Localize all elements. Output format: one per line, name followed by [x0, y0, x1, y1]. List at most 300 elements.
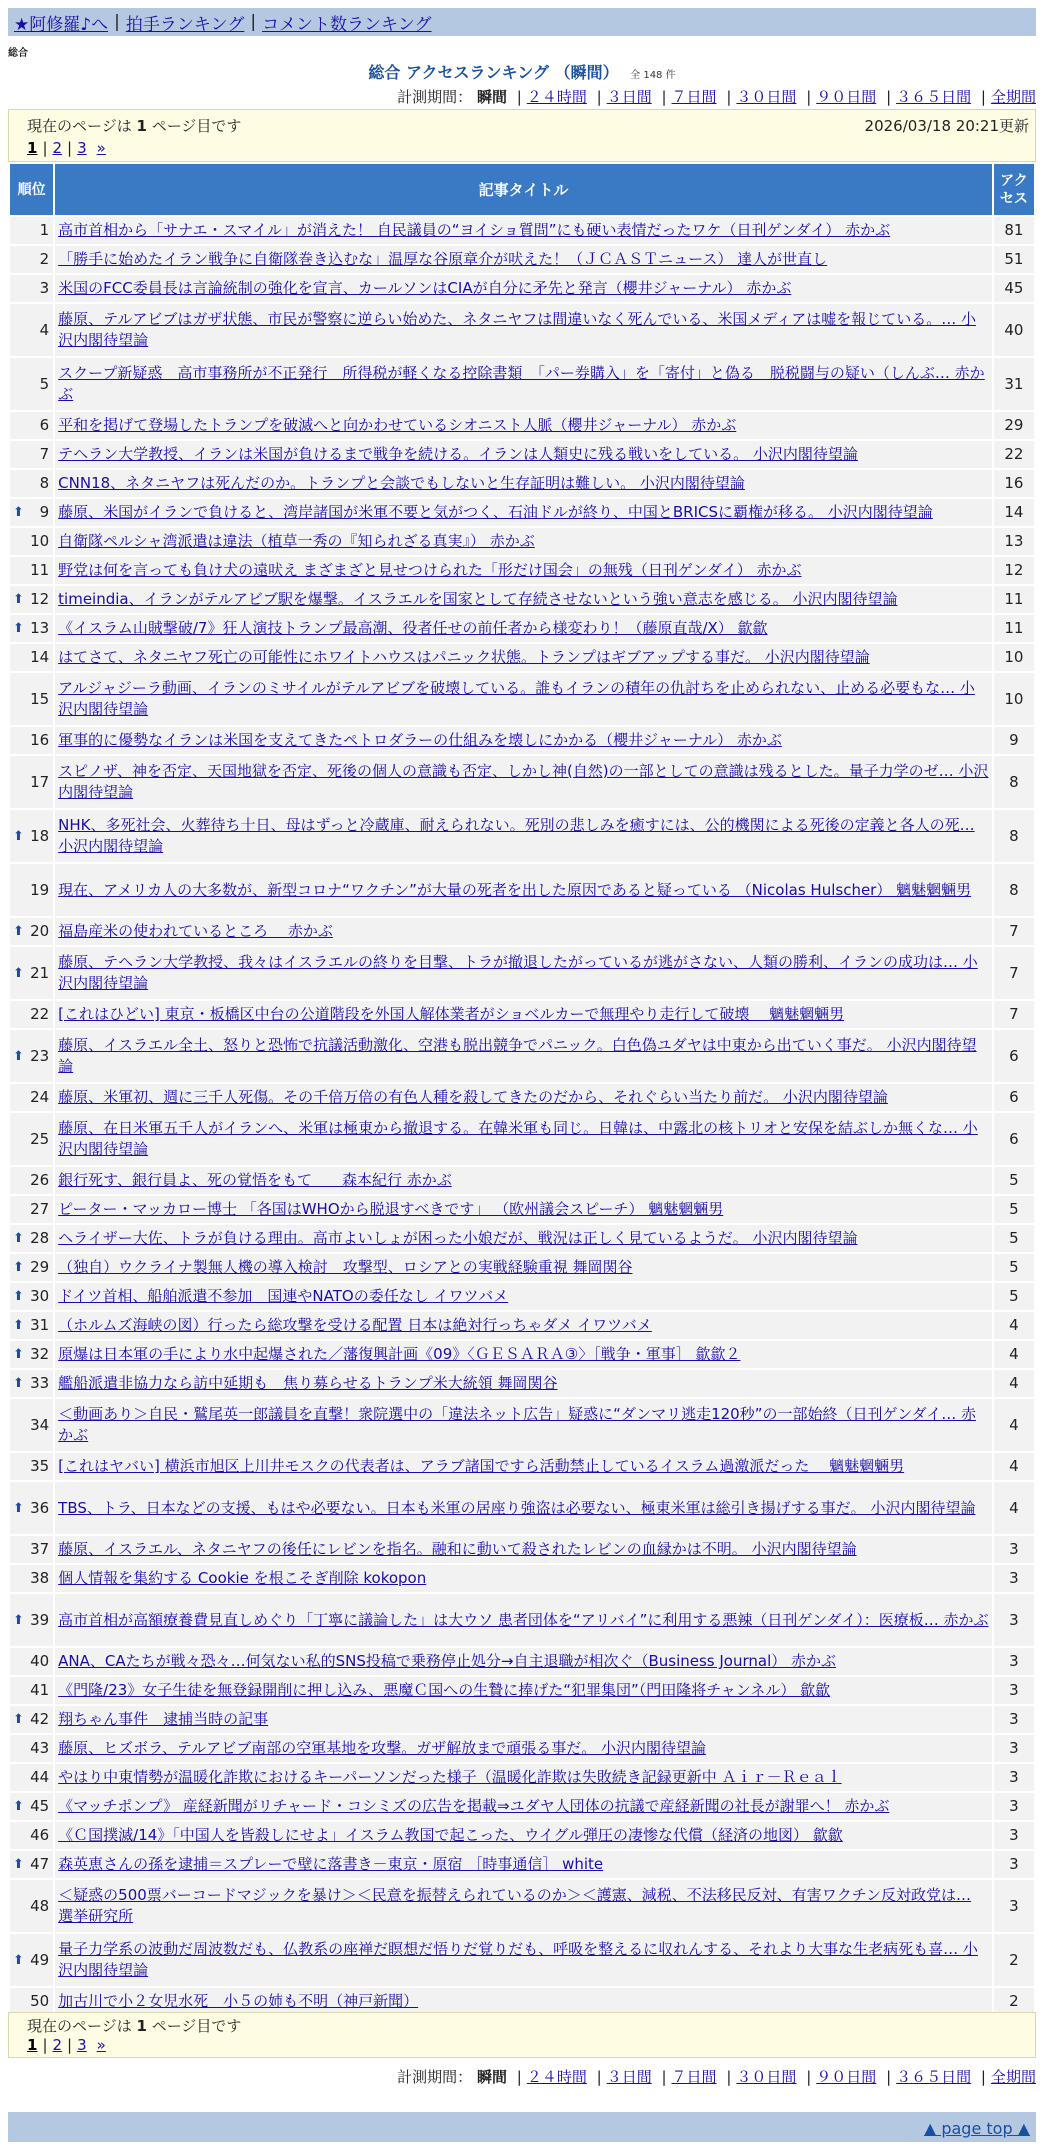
article-title-link[interactable]: [これはヤバい] 横浜市旭区上川井モスクの代表者は、アラブ諸国ですら活動禁止しているイスラム過激派だった 魑魅魍魎男 [58, 1457, 905, 1475]
nav-link-comment-ranking[interactable]: コメント数ランキング [262, 14, 432, 35]
page-3-link[interactable]: 3 [77, 2036, 87, 2054]
article-title-link[interactable]: 野党は何を言っても負け犬の遠吠え まざまざと見せつけられた「形だけ国会」の無残（日刊ゲンダイ） 赤かぶ [58, 561, 802, 579]
access-count: 3 [994, 1536, 1034, 1563]
table-row [10, 1167, 1034, 1194]
article-title-link[interactable]: 藤原、米国がイランで負けると、湾岸諸国が米軍不要と気がつく、石油ドルが終り、中国とBRICSに覇権が移る。 小沢内閣待望論 [58, 503, 933, 521]
title-cell [55, 644, 992, 671]
table-row [10, 1196, 1034, 1223]
article-title-link[interactable]: TBS、トラ、日本などの支援、もはや必要ない。日本も米軍の居座り強盗は必要ない、極東米軍は総引き揚げする事だ。 小沢内閣待望論 [58, 1498, 976, 1517]
header-rank: 順位 [10, 164, 53, 215]
rank-cell [10, 1880, 53, 1932]
access-count: 4 [994, 1453, 1034, 1480]
table-row [10, 358, 1034, 410]
title-cell [55, 615, 992, 642]
access-count: 2 [994, 1988, 1034, 2015]
rank-number: 24 [30, 1088, 50, 1106]
rank-cell [10, 1399, 53, 1451]
rank-cell [10, 1341, 53, 1368]
rank-number: 49 [30, 1950, 50, 1969]
article-title-link[interactable]: 高市首相から「サナエ・スマイル」が消えた！ 自民議員の“ヨイショ質問”にも硬い表情だったワケ（日刊ゲンダイ） 赤かぶ [58, 221, 891, 239]
article-title-link[interactable]: 自衛隊ペルシャ湾派遣は違法（植草一秀の『知られざる真実』） 赤かぶ [58, 532, 535, 550]
access-count: 45 [994, 275, 1034, 302]
article-title-link[interactable]: スクープ新疑惑 高市事務所が不正発行 所得税が軽くなる控除書類 「パー券購入」を「寄付」と偽る 脱税闘与の疑い（しんぶ… 赤かぶ [58, 364, 985, 403]
article-title-link[interactable]: 《門隆/23》女子生徒を無登録開削に押し込み、悪魔Ｃ国への生贄に捧げた“犯罪集団”（門田隆将チャンネル） 歙歙 [58, 1681, 831, 1699]
table-row [10, 1283, 1034, 1310]
title-cell [55, 246, 992, 273]
article-title-link[interactable]: ＜動画あり＞自民・鷲尾英一郎議員を直撃！衆院選中の「違法ネット広告」疑惑に“ダンマリ逃走120秒”の一部始終（日刊ゲンダイ… 赤かぶ [58, 1405, 977, 1444]
article-title-link[interactable]: 「勝手に始めたイラン戦争に自衛隊巻き込むな」温厚な谷原章介が吠えた！（ＪＣＡＳＴニュース） 達人が世直し [58, 250, 828, 268]
table-row [10, 217, 1034, 244]
rank-number: 18 [30, 826, 50, 845]
period-3d[interactable]: ３日間 [606, 2068, 652, 2086]
rank-number: 26 [30, 1171, 50, 1189]
rank-up-arrow-icon: ⬆ [13, 1376, 24, 1391]
article-title-link[interactable]: 銀行死す、銀行員よ、死の覚悟をもて 森本紀行 赤かぶ [58, 1171, 452, 1189]
title-cell [55, 1113, 992, 1165]
access-count: 3 [994, 1594, 1034, 1646]
rank-number: 7 [39, 445, 50, 463]
period-365d[interactable]: ３６５日間 [896, 2068, 972, 2086]
rank-up-arrow-icon: ⬆ [13, 1048, 24, 1064]
table-row [10, 499, 1034, 526]
rank-up-arrow-icon: ⬆ [13, 592, 24, 607]
rank-number: 43 [30, 1739, 50, 1757]
title-cell [55, 810, 992, 862]
page-1-link[interactable]: 1 [27, 139, 38, 157]
title-cell [55, 1341, 992, 1368]
rank-cell [10, 275, 53, 302]
rank-number: 28 [30, 1229, 50, 1247]
header-access: アクセス [994, 164, 1034, 215]
title-cell [55, 1822, 992, 1849]
table-row [10, 1594, 1034, 1646]
article-title-link[interactable]: 原爆は日本軍の手により水中起爆された／藩復興計画《09》〈ＧＥＳＡＲＡ③〉［戦争・軍事］ 歙歙２ [58, 1345, 741, 1363]
rank-number: 42 [30, 1710, 50, 1728]
rank-cell [10, 304, 53, 356]
period-90d[interactable]: ９０日間 [816, 88, 877, 106]
access-count: 5 [994, 1254, 1034, 1281]
table-row [10, 1312, 1034, 1339]
nav-link-clap-ranking[interactable]: 拍手ランキング [125, 14, 245, 35]
page-top-link[interactable]: ▲ page top ▲ [923, 2119, 1030, 2138]
article-title-link[interactable]: 藤原、イスラエル全土、怒りと恐怖で抗議活動激化、空港も脱出競争でパニック。白色偽ユダヤは中東から出ていく事だ。 小沢内閣待望論 [58, 1036, 977, 1075]
rank-number: 22 [30, 1005, 50, 1023]
rank-cell [10, 727, 53, 754]
article-title-link[interactable]: timeindia、イランがテルアビブ駅を爆撃。イスラエルを国家として存続させないという強い意志を感じる。 小沢内閣待望論 [58, 590, 898, 608]
section-label: 総合 [8, 48, 28, 59]
title-cell [55, 1988, 992, 2015]
rank-cell [10, 918, 53, 945]
table-row [10, 1880, 1034, 1932]
period-30d[interactable]: ３０日間 [736, 88, 797, 106]
rank-cell [10, 1706, 53, 1733]
rank-up-arrow-icon: ⬆ [13, 965, 24, 981]
article-title-link[interactable]: 藤原、ヒズボラ、テルアビブ南部の空軍基地を攻撃。ガザ解放まで頑張る事だ。 小沢内閣待望論 [58, 1739, 706, 1757]
rank-cell [10, 864, 53, 916]
article-title-link[interactable]: やはり中東情勢が温暖化詐欺におけるキーパーソンだった様子（温暖化詐欺は失敗続き記録更新中 Ａｉｒ－Ｒｅａｌ [58, 1768, 842, 1786]
title-cell [55, 412, 992, 439]
access-count: 7 [994, 1001, 1034, 1028]
rank-number: 10 [30, 532, 50, 550]
rank-cell [10, 499, 53, 526]
rank-cell [10, 586, 53, 613]
table-row [10, 1764, 1034, 1791]
rank-cell [10, 1677, 53, 1704]
table-row [10, 1988, 1034, 2015]
article-title-link[interactable]: 藤原、米軍初、週に三千人死傷。その千倍万倍の有色人種を殺してきたのだから、それぐらい当たり前だ。 小沢内閣待望論 [58, 1088, 888, 1106]
rank-number: 45 [30, 1797, 50, 1815]
rank-cell [10, 644, 53, 671]
rank-number: 29 [30, 1258, 50, 1276]
article-title-link[interactable]: ピーター・マッカロー博士 「各国はWHOから脱退すべきです」 （欧州議会スピーチ） 魑魅魍魎男 [58, 1200, 724, 1218]
table-row [10, 441, 1034, 468]
rank-number: 9 [39, 503, 50, 521]
rank-number: 48 [30, 1896, 50, 1915]
access-count: 3 [994, 1735, 1034, 1762]
access-count: 4 [994, 1399, 1034, 1451]
period-3d[interactable]: ３日間 [606, 88, 652, 106]
title-cell [55, 1536, 992, 1563]
table-row [10, 1482, 1034, 1534]
rank-number: 21 [30, 963, 50, 982]
article-title-link[interactable]: （ホルムズ海峡の図）行ったら総攻撃を受ける配置 日本は絶対行っちゃダメ イワツバメ [58, 1316, 652, 1334]
article-title-link[interactable]: 個人情報を集約する Cookie を根こそぎ削除 kokopon [58, 1569, 427, 1587]
rank-up-arrow-icon: ⬆ [13, 505, 24, 520]
table-row [10, 1934, 1034, 1986]
article-title-link[interactable]: 《Ｃ国撲滅/14》「中国人を皆殺しにせよ」イスラム教国で起こった、ウイグル弾圧の凄惨な代償（経済の地図） 歙歙 [58, 1826, 843, 1844]
table-row [10, 1030, 1034, 1082]
rank-cell [10, 1482, 53, 1534]
title-cell [55, 217, 992, 244]
rank-cell [10, 1735, 53, 1762]
article-title-link[interactable]: 軍事的に優勢なイランは米国を支えてきたペトロダラーの仕組みを壊しにかかる（櫻井ジャーナル） 赤かぶ [58, 731, 782, 749]
article-title-link[interactable]: 藤原、テヘラン大学教授、我々はイスラエルの終りを目撃、トラが撤退したがっているが逃がさない、人類の勝利、イランの成功は… 小沢内閣待望論 [58, 953, 978, 992]
rank-cell [10, 615, 53, 642]
table-row [10, 470, 1034, 497]
period-90d[interactable]: ９０日間 [816, 2068, 877, 2086]
access-count: 3 [994, 1851, 1034, 1878]
rank-number: 11 [30, 561, 50, 579]
rank-number: 40 [30, 1652, 50, 1670]
rank-up-arrow-icon: ⬆ [13, 828, 24, 844]
access-count: 3 [994, 1764, 1034, 1791]
table-row [10, 918, 1034, 945]
rank-number: 13 [30, 619, 50, 637]
title-cell [55, 1084, 992, 1111]
access-count: 3 [994, 1822, 1034, 1849]
period-7d[interactable]: ７日間 [671, 88, 717, 106]
period-all[interactable]: 全期間 [990, 88, 1036, 106]
title-cell [55, 1453, 992, 1480]
access-count: 6 [994, 1113, 1034, 1165]
table-row [10, 1370, 1034, 1397]
title-cell [55, 1283, 992, 1310]
period-365d[interactable]: ３６５日間 [896, 88, 972, 106]
rank-cell [10, 1370, 53, 1397]
article-title-link[interactable]: 量子力学系の波動だ周波数だも、仏教系の座禅だ瞑想だ悟りだ覚りだも、呼吸を整えるに収れんする、それより大事な生老病死も喜… 小沢内閣待望論 [58, 1940, 978, 1979]
article-title-link[interactable]: 森英恵さんの孫を逮捕＝スプレーで壁に落書き－東京・原宿 ［時事通信］ white [58, 1855, 604, 1873]
article-title-link[interactable]: 艦船派遣非協力なら訪中延期も 焦り募らせるトランプ米大統領 舞岡関谷 [58, 1374, 558, 1392]
rank-up-arrow-icon: ⬆ [13, 1612, 24, 1628]
table-row [10, 557, 1034, 584]
table-row [10, 727, 1034, 754]
rank-cell [10, 1565, 53, 1592]
access-count: 11 [994, 615, 1034, 642]
table-row [10, 246, 1034, 273]
title-cell [55, 1225, 992, 1252]
title-cell [55, 947, 992, 999]
pager-top: 1 | 2 | 3 » [27, 139, 106, 157]
access-count: 13 [994, 528, 1034, 555]
rank-up-arrow-icon: ⬆ [13, 1952, 24, 1968]
table-row [10, 275, 1034, 302]
access-count: 6 [994, 1084, 1034, 1111]
rank-cell [10, 1001, 53, 1028]
title-cell [55, 1735, 992, 1762]
title-cell [55, 1594, 992, 1646]
rank-cell [10, 756, 53, 808]
access-count: 7 [994, 918, 1034, 945]
table-row [10, 1706, 1034, 1733]
rank-number: 17 [30, 772, 50, 791]
table-row [10, 864, 1034, 916]
access-count: 4 [994, 1341, 1034, 1368]
nav-link-ashura[interactable]: ★阿修羅♪へ [14, 14, 109, 35]
title-cell [55, 1001, 992, 1028]
access-count: 16 [994, 470, 1034, 497]
table-row [10, 528, 1034, 555]
access-count: 3 [994, 1565, 1034, 1592]
period-all[interactable]: 全期間 [990, 2068, 1036, 2086]
table-row [10, 756, 1034, 808]
header-title: 記事タイトル [55, 164, 992, 215]
access-count: 22 [994, 441, 1034, 468]
rank-up-arrow-icon: ⬆ [13, 1289, 24, 1304]
rank-up-arrow-icon: ⬆ [13, 1318, 24, 1333]
article-title-link[interactable]: 《マッチポンプ》 産経新聞がリチャード・コシミズの広告を掲載⇒ユダヤ人団体の抗議で産経新聞の社長が謝罪へ！ 赤かぶ [58, 1797, 890, 1815]
title-cell [55, 586, 992, 613]
article-title-link[interactable]: 高市首相が高額療養費見直しめぐり「丁寧に議論した」は大ウソ 患者団体を“アリバイ”に利用する悪辣（日刊ゲンダイ）：医療板… 赤かぶ [58, 1610, 989, 1629]
rank-number: 50 [30, 1992, 50, 2010]
page-3-link[interactable]: 3 [77, 139, 87, 157]
article-title-link[interactable]: 藤原、在日米軍五千人がイランへ、米軍は極東から撤退する。在韓米軍も同じ。日韓は、中露北の核トリオと安保を結ぶしか無くな… 小沢内閣待望論 [58, 1119, 978, 1158]
title-cell [55, 499, 992, 526]
access-count: 40 [994, 304, 1034, 356]
rank-number: 1 [39, 221, 50, 239]
rank-cell [10, 1536, 53, 1563]
access-count: 3 [994, 1677, 1034, 1704]
title-cell [55, 1565, 992, 1592]
rank-number: 20 [30, 922, 50, 940]
next-page-link[interactable]: » [96, 139, 106, 157]
article-title-link[interactable]: 《イスラム山賊撃破/7》狂人演技トランプ最高潮、役者任せの前任者から様変わり！（藤原直哉/Ⅹ） 歙歙 [58, 619, 768, 637]
rank-up-arrow-icon: ⬆ [13, 1799, 24, 1814]
table-row [10, 1001, 1034, 1028]
table-row [10, 1735, 1034, 1762]
page-1-link[interactable]: 1 [27, 2036, 38, 2054]
period-selector-bottom: 計測期間： 瞬間 | ２４時間 | ３日間 | ７日間 | ３０日間 | ９０日間 | ３６５日間 | 全期間 [397, 2068, 1036, 2086]
article-title-link[interactable]: はてさて、ネタニヤフ死亡の可能性にホワイトハウスはパニック状態。トランプはギブアップする事だ。 小沢内閣待望論 [58, 648, 870, 666]
access-count: 9 [994, 727, 1034, 754]
rank-cell [10, 1312, 53, 1339]
article-title-link[interactable]: アルジャジーラ動画、イランのミサイルがテルアビブを破壊している。誰もイランの積年の仇討ちを止められない、止める必要もな… 小沢内閣待望論 [58, 679, 975, 718]
article-title-link[interactable]: ドイツ首相、船舶派遣不参加 国連やNATOの委任なし イワツバメ [58, 1287, 509, 1305]
rank-up-arrow-icon: ⬆ [13, 621, 24, 636]
rank-cell [10, 1594, 53, 1646]
rank-number: 5 [39, 374, 50, 393]
access-count: 5 [994, 1196, 1034, 1223]
rank-cell [10, 947, 53, 999]
page-2-link[interactable]: 2 [52, 139, 63, 157]
rank-up-arrow-icon: ⬆ [13, 1857, 24, 1872]
article-title-link[interactable]: 加古川で小２女児水死 小５の姉も不明（神戸新聞） [58, 1992, 419, 2010]
rank-cell [10, 1254, 53, 1281]
article-title-link[interactable]: ヘライザー大佐、トラが負ける理由。高市よいしょが困った小娘だが、戦況は正しく見ているようだ。 小沢内閣待望論 [58, 1229, 858, 1247]
rank-number: 2 [39, 250, 50, 268]
page-title [0, 60, 1044, 83]
rank-cell [10, 412, 53, 439]
title-cell [55, 1196, 992, 1223]
access-count: 3 [994, 1706, 1034, 1733]
page-2-link[interactable]: 2 [52, 2036, 63, 2054]
rank-cell [10, 1822, 53, 1849]
rank-cell [10, 246, 53, 273]
access-count: 10 [994, 673, 1034, 725]
access-count: 6 [994, 1030, 1034, 1082]
article-title-link[interactable]: 平和を掲げて登場したトランプを破滅へと向かわせているシオニスト人脈（櫻井ジャーナル） 赤かぶ [58, 416, 737, 434]
rank-number: 15 [30, 689, 50, 708]
title-cell [55, 1167, 992, 1194]
rank-up-arrow-icon: ⬆ [13, 1500, 24, 1516]
bottom-bar [8, 2112, 1036, 2142]
total-count: 全 148 件 [630, 70, 676, 81]
article-title-link[interactable]: 福島産米の使われているところ 赤かぶ [58, 922, 333, 940]
rank-cell [10, 1988, 53, 2015]
rank-number: 44 [30, 1768, 50, 1786]
title-cell [55, 1677, 992, 1704]
rank-number: 8 [39, 474, 50, 492]
access-count: 29 [994, 412, 1034, 439]
page-title-text: 総合 アクセスランキング （瞬間） [368, 63, 619, 82]
rank-cell [10, 1225, 53, 1252]
table-row [10, 1822, 1034, 1849]
rank-number: 3 [39, 279, 50, 297]
access-count: 3 [994, 1648, 1034, 1675]
rank-number: 6 [39, 416, 50, 434]
period-24h[interactable]: ２４時間 [526, 2068, 587, 2086]
title-cell [55, 756, 992, 808]
title-cell [55, 673, 992, 725]
rank-cell [10, 673, 53, 725]
access-count: 81 [994, 217, 1034, 244]
table-row [10, 1225, 1034, 1252]
rank-up-arrow-icon: ⬆ [13, 1260, 24, 1275]
rank-number: 25 [30, 1129, 50, 1148]
access-count: 5 [994, 1167, 1034, 1194]
rank-cell [10, 1196, 53, 1223]
period-7d[interactable]: ７日間 [671, 2068, 717, 2086]
article-title-link[interactable]: 藤原、イスラエル、ネタニヤフの後任にレビンを指名。融和に動いて殺されたレビンの血縁かは不明。 小沢内閣待望論 [58, 1540, 857, 1558]
title-cell [55, 727, 992, 754]
access-count: 51 [994, 246, 1034, 273]
table-row [10, 1084, 1034, 1111]
access-count: 8 [994, 864, 1034, 916]
article-title-link[interactable]: テヘラン大学教授、イランは米国が負けるまで戦争を続ける。イランは人類史に残る戦いをしている。 小沢内閣待望論 [58, 445, 858, 463]
rank-number: 30 [30, 1287, 50, 1305]
next-page-link[interactable]: » [96, 2036, 106, 2054]
rank-cell [10, 441, 53, 468]
access-count: 14 [994, 499, 1034, 526]
rank-cell [10, 1030, 53, 1082]
access-count: 10 [994, 644, 1034, 671]
title-cell [55, 1648, 992, 1675]
title-cell [55, 528, 992, 555]
rank-number: 38 [30, 1569, 50, 1587]
table-row [10, 412, 1034, 439]
title-cell [55, 557, 992, 584]
article-title-link[interactable]: 藤原、テルアビブはガザ状態、市民が警察に逆らい始めた、ネタニヤフは間違いなく死んでいる、米国メディアは嘘を報じている。… 小沢内閣待望論 [58, 310, 976, 349]
title-cell [55, 1851, 992, 1878]
rank-cell [10, 470, 53, 497]
access-count: 8 [994, 810, 1034, 862]
article-title-link[interactable]: ＜疑惑の500票バーコードマジックを暴け＞＜民意を振替えられているのか＞＜護憲、減税、不法移民反対、有害ワクチン反対政党は… 選挙研究所 [58, 1886, 972, 1925]
access-count: 5 [994, 1225, 1034, 1252]
article-title-link[interactable]: [これはひどい] 東京・板橋区中台の公道階段を外国人解体業者がショベルカーで無理やり走行して破壊 魑魅魍魎男 [58, 1005, 845, 1023]
rank-cell [10, 358, 53, 410]
title-cell [55, 441, 992, 468]
access-count: 2 [994, 1934, 1034, 1986]
article-title-link[interactable]: ANA、CAたちが戦々恐々…何気ない私的SNS投稿で乗務停止処分→自主退職が相次ぐ（Business Journal） 赤かぶ [58, 1652, 837, 1670]
title-cell [55, 1399, 992, 1451]
table-row [10, 644, 1034, 671]
rank-number: 35 [30, 1457, 50, 1475]
rank-cell [10, 1934, 53, 1986]
period-24h[interactable]: ２４時間 [526, 88, 587, 106]
rank-number: 39 [30, 1610, 50, 1629]
info-box-bottom: 現在のページは 1 ページ目です 1 | 2 | 3 » [8, 2012, 1036, 2058]
article-title-link[interactable]: 米国のFCC委員長は言論統制の強化を宣言、カールソンはCIAが自分に矛先と発言（櫻井ジャーナル） 赤かぶ [58, 279, 792, 297]
rank-cell [10, 1764, 53, 1791]
article-title-link[interactable]: CNN18、ネタニヤフは死んだのか。トランプと会談でもしないと生存証明は難しい。 小沢内閣待望論 [58, 474, 745, 492]
rank-cell [10, 1283, 53, 1310]
rank-number: 33 [30, 1374, 50, 1392]
article-title-link[interactable]: スピノザ、神を否定、天国地獄を否定、死後の個人の意識も否定、しかし神(自然)の一部としての意識は残るとした。量子力学のゼ… 小沢内閣待望論 [58, 762, 989, 801]
article-title-link[interactable]: 現在、アメリカ人の大多数が、新型コロナ“ワクチン”が大量の死者を出した原因であると疑っている （Nicolas Hulscher） 魑魅魍魎男 [58, 880, 972, 899]
article-title-link[interactable]: NHK、多死社会、火葬待ち十日、母はずっと冷蔵庫、耐えられない。死別の悲しみを癒すには、公的機関による死後の定義と各人の死… 小沢内閣待望論 [58, 816, 975, 855]
access-count: 5 [994, 1283, 1034, 1310]
rank-number: 47 [30, 1855, 50, 1873]
period-30d[interactable]: ３０日間 [736, 2068, 797, 2086]
article-title-link[interactable]: 翔ちゃん事件 逮捕当時の記事 [58, 1710, 269, 1728]
table-row [10, 1536, 1034, 1563]
rank-number: 41 [30, 1681, 50, 1699]
rank-cell [10, 1113, 53, 1165]
table-row [10, 1648, 1034, 1675]
article-title-link[interactable]: （独自）ウクライナ製無人機の導入検討 攻撃型、ロシアとの実戦経験重視 舞岡関谷 [58, 1258, 633, 1276]
table-row [10, 1793, 1034, 1820]
period-selector-top: 計測期間： 瞬間 | ２４時間 | ３日間 | ７日間 | ３０日間 | ９０日間 | ３６５日間 | 全期間 [397, 88, 1036, 106]
table-row [10, 1565, 1034, 1592]
title-cell [55, 1030, 992, 1082]
rank-cell [10, 810, 53, 862]
access-count: 12 [994, 557, 1034, 584]
table-row [10, 947, 1034, 999]
rank-number: 37 [30, 1540, 50, 1558]
period-label: 計測期間： [397, 88, 473, 106]
access-count: 7 [994, 947, 1034, 999]
table-row [10, 1453, 1034, 1480]
top-nav-bar: ★阿修羅♪へ | 拍手ランキング | コメント数ランキング [8, 8, 1036, 36]
